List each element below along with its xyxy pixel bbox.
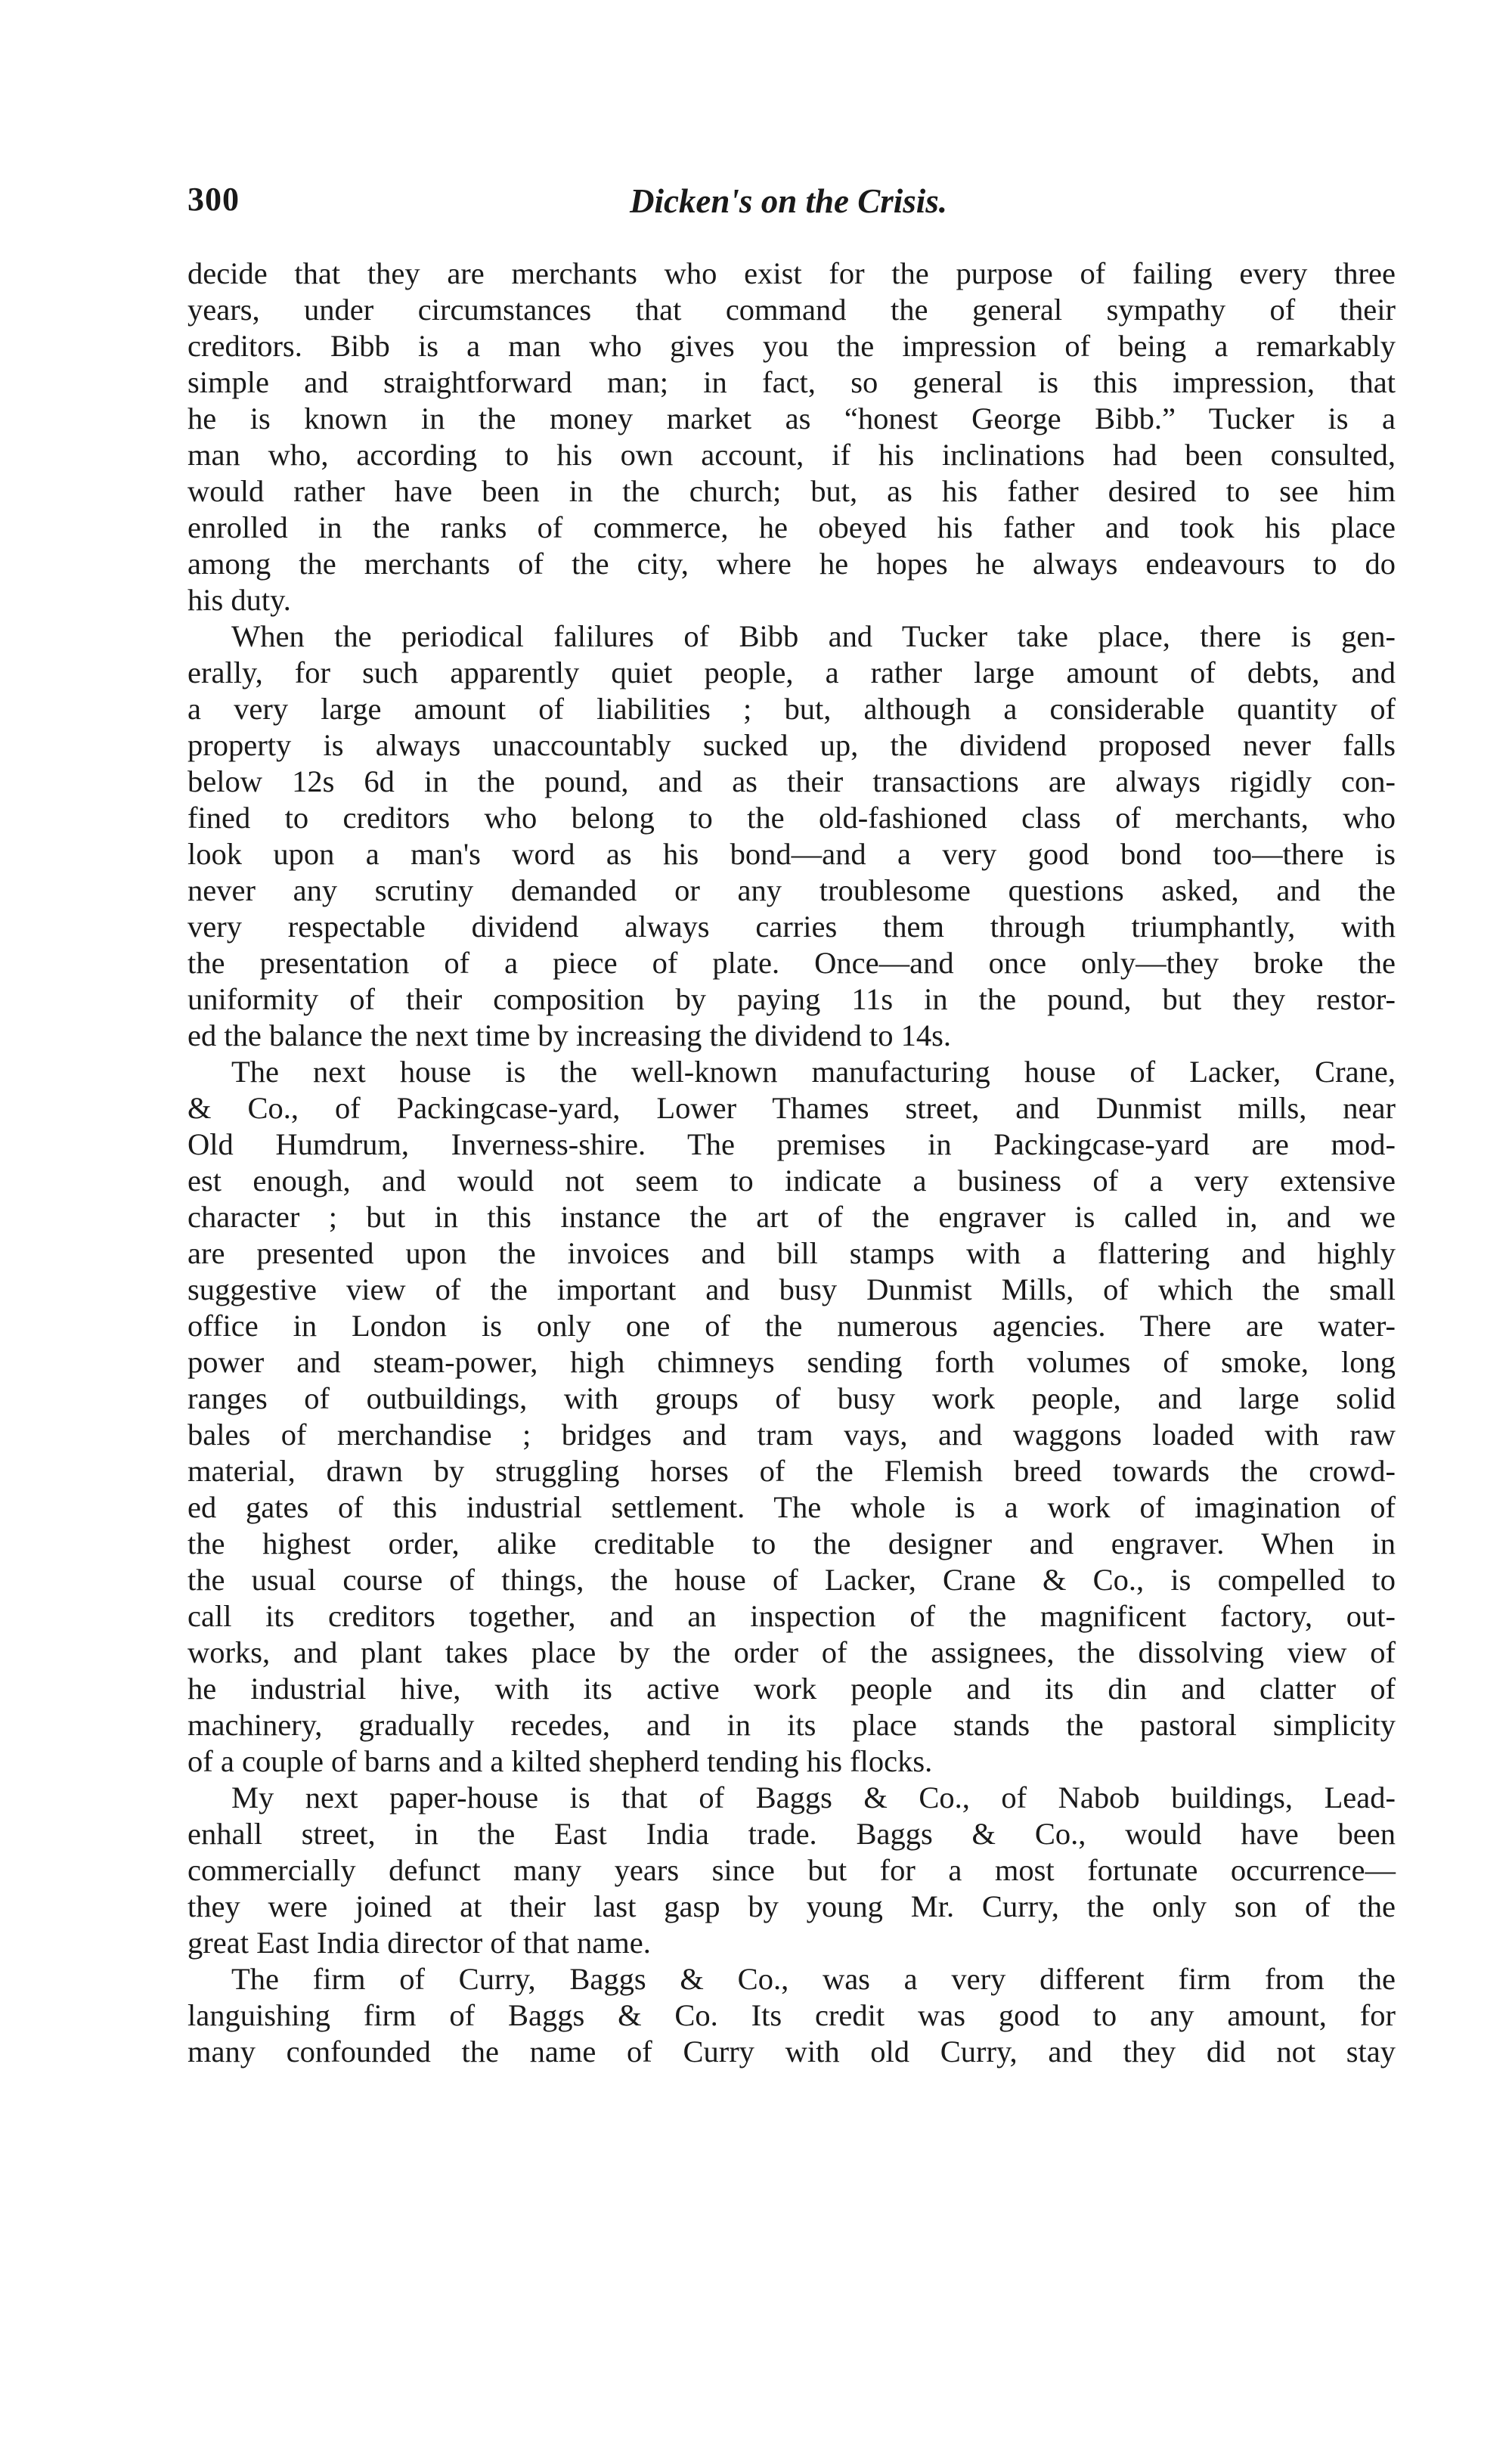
text-line: fined to creditors who belong to the old-fashioned class of merchants, who [187,801,1396,835]
text-line: the usual course of things, the house of Lacker, Crane & Co., is compelled to [187,1563,1396,1597]
text-line: property is always unaccountably sucked up, the dividend proposed never falls [187,728,1396,762]
text-line: power and steam-power, high chimneys sending forth volumes of smoke, long [187,1345,1396,1379]
text-line: uniformity of their composition by paying 11s in the pound, but they restor- [187,982,1396,1016]
text-line: works, and plant takes place by the order of the assignees, the dissolving view of [187,1635,1396,1669]
text-line: erally, for such apparently quiet people, a rather large amount of debts, and [187,655,1396,690]
text-line: of a couple of barns and a kilted shepherd tending his flocks. [187,1744,933,1778]
text-line: great East India director of that name. [187,1926,651,1960]
text-line: ed the balance the next time by increasing the dividend to 14s. [187,1018,951,1052]
text-line: very respectable dividend always carries them through triumphantly, with [187,910,1396,944]
text-line: commercially defunct many years since but for a most fortunate occurrence— [187,1853,1396,1887]
text-line: the presentation of a piece of plate. Once—and once only—they broke the [187,946,1396,980]
text-line: material, drawn by struggling horses of the Flemish breed towards the crowd- [187,1454,1396,1488]
text-line: est enough, and would not seem to indicate a business of a very extensive [187,1164,1396,1198]
body-text [187,256,1396,2070]
text-line: a very large amount of liabilities ; but, although a considerable quantity of [187,692,1396,726]
running-title: Dicken's on the Crisis. [629,182,948,220]
text-line: languishing firm of Baggs & Co. Its credit was good to any amount, for [187,1998,1396,2032]
running-head [187,180,1390,233]
text-line: never any scrutiny demanded or any troublesome questions asked, and the [187,873,1396,907]
text-line: My next paper-house is that of Baggs & Co., of Nabob buildings, Lead- [231,1780,1396,1814]
page-number: 300 [187,181,240,218]
text-line: & Co., of Packingcase-yard, Lower Thames street, and Dunmist mills, near [187,1091,1396,1125]
text-line: the highest order, alike creditable to the designer and engraver. When in [187,1526,1396,1560]
text-line: below 12s 6d in the pound, and as their transactions are always rigidly con- [187,764,1396,798]
text-line: man who, according to his own account, if his inclinations had been consulted, [187,438,1396,472]
text-line: years, under circumstances that command the general sympathy of their [187,293,1396,327]
text-line: suggestive view of the important and busy Dunmist Mills, of which the small [187,1272,1396,1306]
text-line: ed gates of this industrial settlement. The whole is a work of imagination of [187,1490,1396,1524]
text-line: decide that they are merchants who exist for the purpose of failing every three [187,256,1396,290]
text-line: creditors. Bibb is a man who gives you the impression of being a remarkably [187,329,1396,363]
text-line: Old Humdrum, Inverness-shire. The premises in Packingcase-yard are mod- [187,1127,1396,1161]
text-line: office in London is only one of the numerous agencies. There are water- [187,1309,1396,1343]
text-line: simple and straightforward man; in fact, so general is this impression, that [187,365,1396,399]
text-line: among the merchants of the city, where he hopes he always endeavours to do [187,547,1396,581]
text-line: When the periodical falilures of Bibb and Tucker take place, there is gen- [231,619,1396,653]
text-line: they were joined at their last gasp by young Mr. Curry, the only son of the [187,1889,1396,1923]
text-line: would rather have been in the church; but, as his father desired to see him [187,474,1396,508]
text-line: machinery, gradually recedes, and in its place stands the pastoral simplicity [187,1708,1396,1742]
text-line: call its creditors together, and an inspection of the magnificent factory, out- [187,1599,1396,1633]
text-line: he is known in the money market as “honest George Bibb.” Tucker is a [187,401,1396,435]
text-line: bales of merchandise ; bridges and tram vays, and waggons loaded with raw [187,1418,1396,1452]
text-line: his duty. [187,583,291,617]
text-line: enrolled in the ranks of commerce, he obeyed his father and took his place [187,510,1396,544]
text-line: The next house is the well-known manufacturing house of Lacker, Crane, [231,1055,1396,1089]
text-line: enhall street, in the East India trade. Baggs & Co., would have been [187,1817,1396,1851]
text-line: character ; but in this instance the art of the engraver is called in, and we [187,1200,1396,1234]
text-line: many confounded the name of Curry with old Curry, and they did not stay [187,2034,1396,2069]
text-line: he industrial hive, with its active work people and its din and clatter of [187,1672,1396,1706]
text-line: The firm of Curry, Baggs & Co., was a very different firm from the [231,1962,1396,1996]
text-line: are presented upon the invoices and bill stamps with a flattering and highly [187,1236,1396,1270]
text-line: look upon a man's word as his bond—and a very good bond too—there is [187,837,1396,871]
text-line: ranges of outbuildings, with groups of busy work people, and large solid [187,1381,1396,1415]
